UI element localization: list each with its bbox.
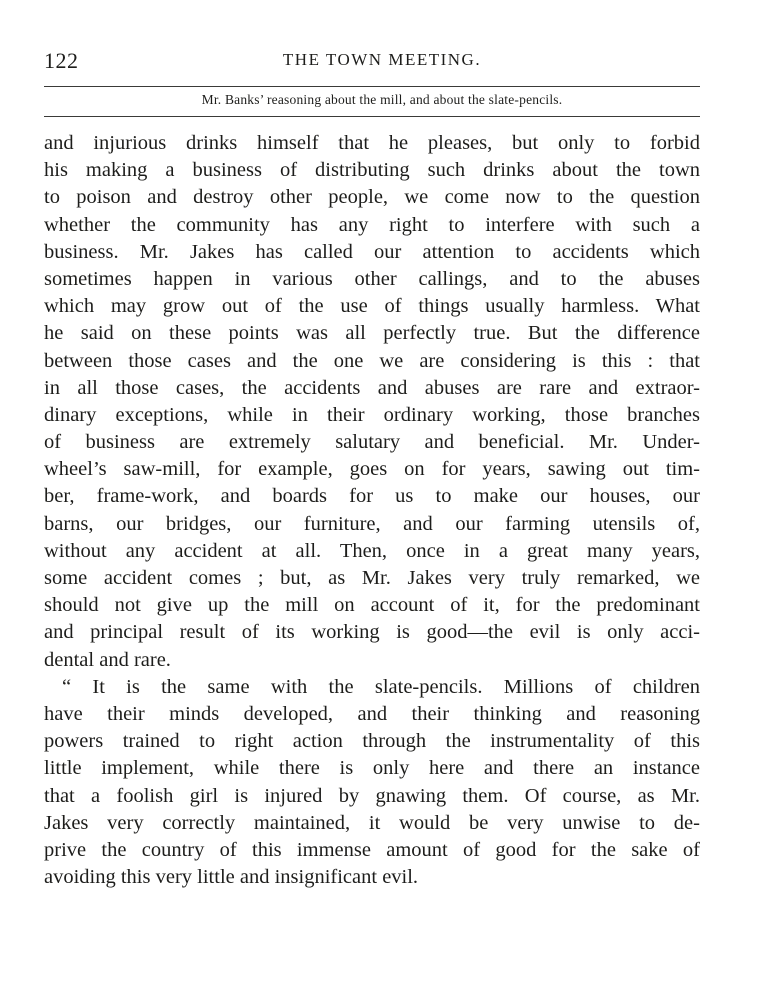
text-line: whether the community has any right to interfere with such a [44, 213, 700, 236]
text-line: without any accident at all. Then, once in a great many years, [44, 539, 700, 562]
text-line: ber, frame-work, and boards for us to make our houses, our [44, 485, 700, 508]
text-line: wheel’s saw-mill, for example, goes on for years, sawing out tim- [44, 458, 700, 481]
body-text [44, 130, 700, 891]
header-rule-bottom [44, 116, 700, 117]
text-line: have their minds developed, and their thinking and reasoning [44, 702, 700, 725]
running-head [44, 48, 700, 74]
text-line: some accident comes ; but, as Mr. Jakes very truly remarked, we [44, 567, 700, 589]
text-line: to poison and destroy other people, we come now to the question [44, 186, 700, 209]
text-line: of business are extremely salutary and beneficial. Mr. Under- [44, 431, 700, 454]
text-line: sometimes happen in various other callings, and to the abuses [44, 267, 700, 290]
text-line: and injurious drinks himself that he pleases, but only to forbid [44, 132, 700, 154]
text-line: that a foolish girl is injured by gnawing them. Of course, as Mr. [44, 784, 700, 807]
section-summary: Mr. Banks’ reasoning about the mill, and about the slate-pencils. [201, 92, 563, 107]
header-rule-top [44, 86, 700, 87]
text-line: between those cases and the one we are considering is this : that [44, 349, 700, 372]
running-title: THE TOWN MEETING. [282, 50, 482, 69]
text-line: prive the country of this immense amount of good for the sake of [44, 838, 700, 861]
text-line: avoiding this very little and insignificant evil. [44, 866, 419, 889]
text-line: powers trained to right action through the instrumentality of this [44, 730, 700, 753]
text-line: dental and rare. [44, 648, 171, 671]
text-line: and principal result of its working is good—the evil is only acci- [44, 621, 700, 644]
text-line: he said on these points was all perfectly true. But the difference [44, 322, 700, 345]
text-line: barns, our bridges, our furniture, and our farming utensils of, [44, 512, 700, 535]
text-line: “ It is the same with the slate-pencils. Millions of children [62, 675, 700, 698]
text-line: his making a business of distributing such drinks about the town [44, 159, 700, 182]
text-line: should not give up the mill on account of it, for the predominant [44, 594, 700, 617]
text-line: which may grow out of the use of things usually harmless. What [44, 295, 700, 318]
text-line: business. Mr. Jakes has called our attention to accidents which [44, 240, 700, 263]
text-line: in all those cases, the accidents and abuses are rare and extraor- [44, 376, 700, 399]
text-line: Jakes very correctly maintained, it would be very unwise to de- [44, 811, 700, 834]
text-line: dinary exceptions, while in their ordinary working, those branches [44, 403, 700, 426]
text-line: little implement, while there is only here and there an instance [44, 757, 700, 780]
page-number: 122 [44, 48, 79, 73]
